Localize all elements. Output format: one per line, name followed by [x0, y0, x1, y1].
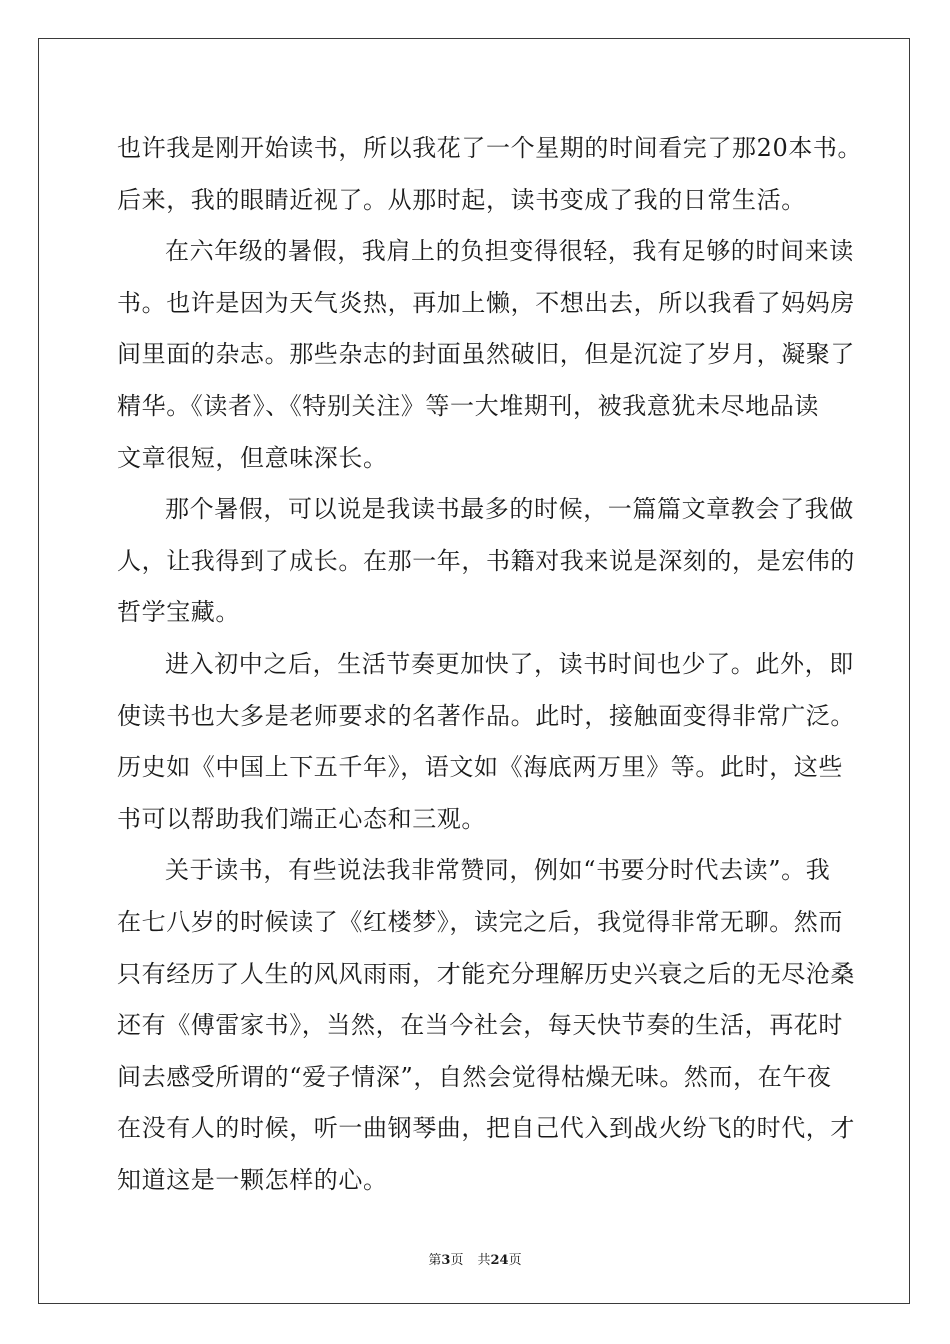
text-line: 使读书也大多是老师要求的名著作品。此时，接触面变得非常广泛。 [117, 701, 855, 730]
text-line: 哲学宝藏。 [117, 598, 240, 627]
text-line: 在七八岁的时候读了《红楼梦》，读完之后，我觉得非常无聊。然而 [117, 907, 843, 936]
footer-page-unit: 页 [450, 1253, 464, 1268]
text-line: 文章很短，但意味深长。 [117, 443, 388, 472]
text-line: 后来，我的眼睛近视了。从那时起，读书变成了我的日常生活。 [117, 185, 806, 214]
text-line: 在没有人的时候，听一曲钢琴曲，把自己代入到战火纷飞的时代，才 [117, 1114, 855, 1143]
text-line: 还有《傅雷家书》，当然，在当今社会，每天快节奏的生活，再花时 [117, 1011, 843, 1040]
text-line: 也许我是刚开始读书，所以我花了一个星期的时间看完了那20本书。 [117, 134, 863, 162]
text-line: 关于读书，有些说法我非常赞同，例如“书要分时代去读”。我 [165, 856, 831, 885]
text-line: 书。也许是因为天气炎热，再加上懒，不想出去，所以我看了妈妈房 [117, 288, 855, 317]
footer-current-page: 3 [441, 1253, 451, 1268]
text-line: 人，让我得到了成长。在那一年，书籍对我来说是深刻的，是宏伟的 [117, 546, 855, 575]
text-line: 历史如《中国上下五千年》，语文如《海底两万里》等。此时，这些 [117, 753, 843, 782]
text-line: 那个暑假，可以说是我读书最多的时候，一篇篇文章教会了我做 [165, 495, 854, 524]
footer-total-prefix: 共 [477, 1253, 491, 1268]
document-body [117, 128, 863, 1211]
footer-prefix: 第 [428, 1253, 442, 1268]
text-line: 进入初中之后，生活节奏更加快了，读书时间也少了。此外，即 [165, 649, 854, 678]
text-line: 在六年级的暑假，我肩上的负担变得很轻，我有足够的时间来读 [165, 237, 854, 266]
text-line: 只有经历了人生的风风雨雨，才能充分理解历史兴衰之后的无尽沧桑 [117, 959, 855, 988]
footer-total-unit: 页 [508, 1253, 522, 1268]
text-line: 间里面的杂志。那些杂志的封面虽然破旧，但是沉淀了岁月，凝聚了 [117, 340, 855, 369]
text-line: 精华。《读者》、《特别关注》等一大堆期刊，被我意犹未尽地品读 [117, 391, 819, 420]
text-line: 知道这是一颗怎样的心。 [117, 1165, 388, 1194]
page-footer [0, 1249, 950, 1268]
text-line: 书可以帮助我们端正心态和三观。 [117, 804, 486, 833]
footer-total-pages: 24 [490, 1253, 509, 1268]
text-line: 间去感受所谓的“爱子情深”，自然会觉得枯燥无味。然而，在午夜 [117, 1062, 832, 1091]
